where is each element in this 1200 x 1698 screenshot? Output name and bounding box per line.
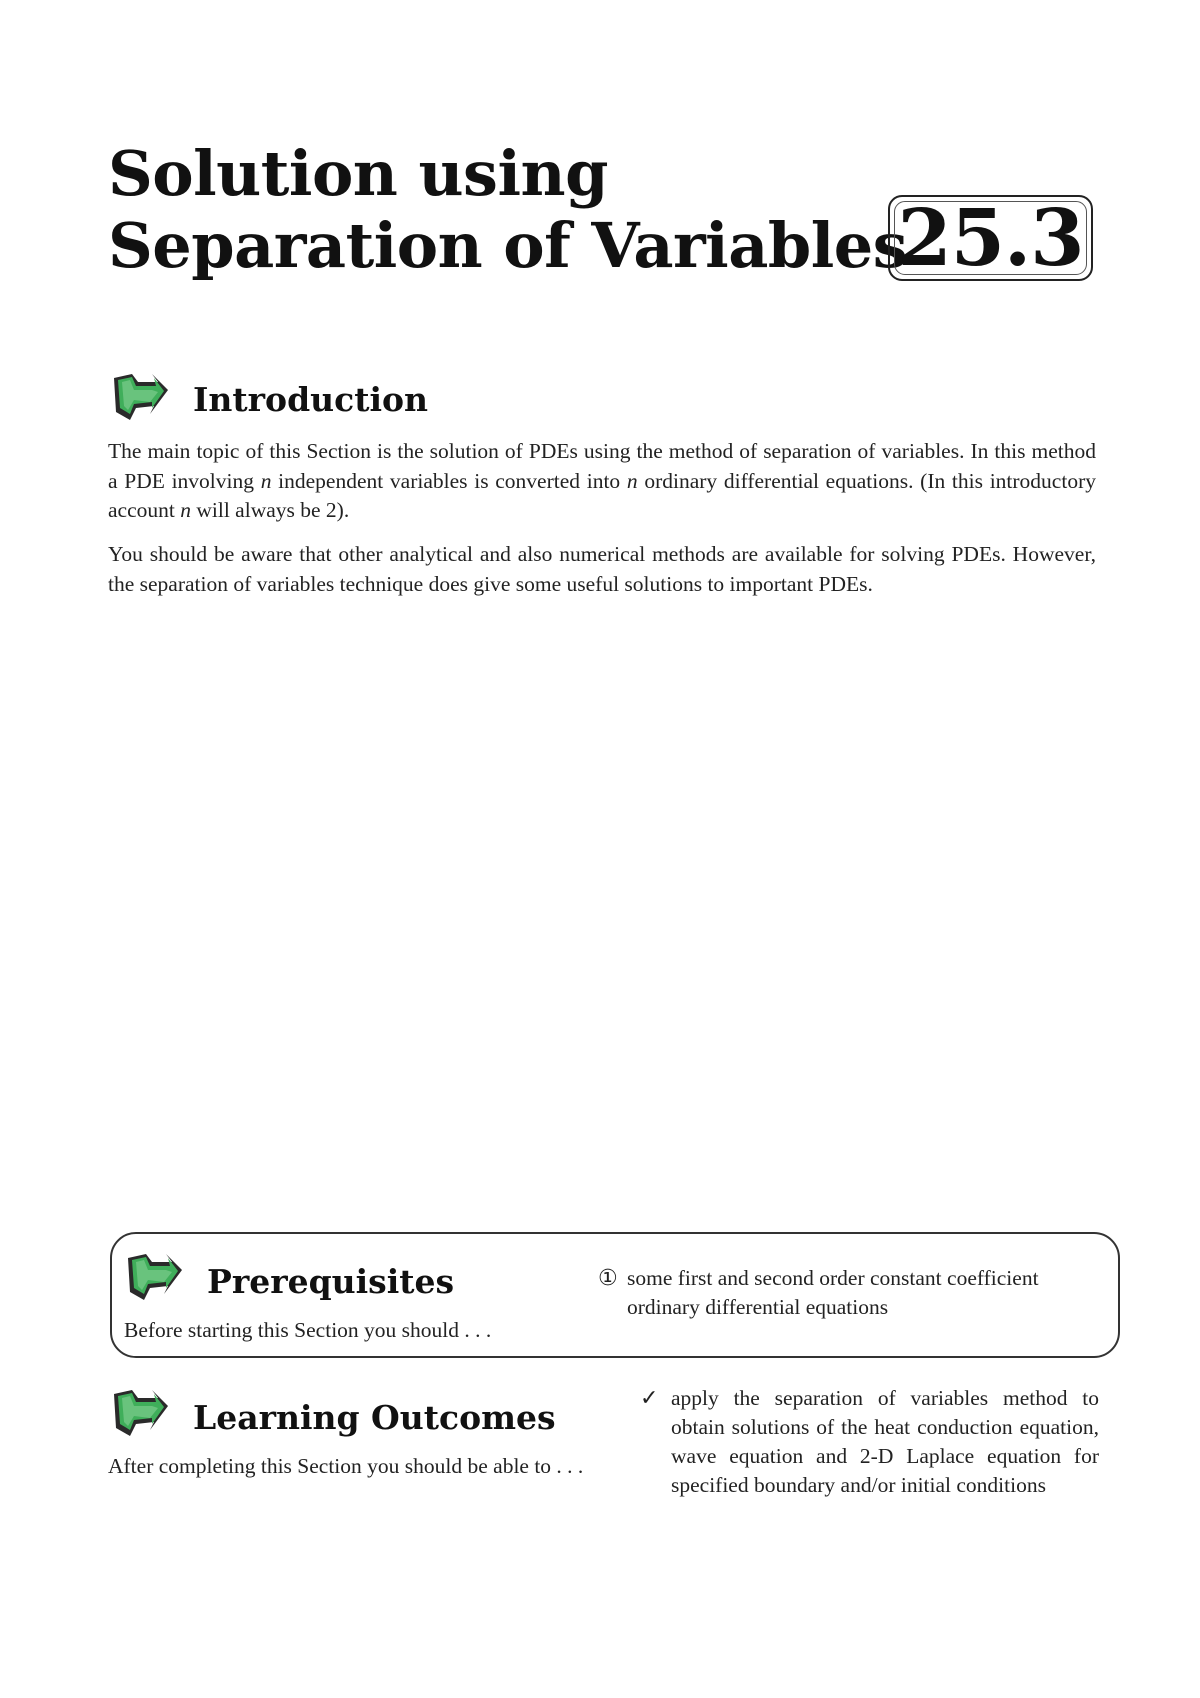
prerequisite-item-marker: ① <box>598 1266 618 1291</box>
introduction-paragraph-2: You should be aware that other analytical and also numerical methods are available for solving PDEs. However, the separation of variables technique does give some useful solutions to important PDEs. <box>108 542 1096 596</box>
title-line-2: Separation of Variables <box>108 209 908 282</box>
introduction-paragraph-1: The main topic of this Section is the solution of PDEs using the method of separation of variables. In this method a PDE involving n independent variables is converted into n ordinary differential equations. (In this introductory account n will always be 2). <box>108 439 1096 522</box>
prerequisites-heading: Prerequisites <box>207 1262 455 1301</box>
arrow-icon <box>108 1384 172 1442</box>
section-number-badge: 25.3 <box>888 195 1093 281</box>
learning-outcomes-lead: After completing this Section you should be able to . . . <box>108 1454 584 1478</box>
learning-outcomes-heading: Learning Outcomes <box>193 1398 556 1437</box>
title-line-1: Solution using <box>108 137 608 210</box>
learning-outcome-item-text: apply the separation of variables method to obtain solutions of the heat conduction equation, wave equation and 2-D Laplace equation for specified boundary and/or initial conditions <box>671 1386 1099 1497</box>
prerequisite-item-text: some first and second order constant coefficient ordinary differential equations <box>627 1266 1039 1319</box>
prerequisites-lead: Before starting this Section you should . . . <box>124 1318 492 1342</box>
arrow-icon <box>122 1248 186 1306</box>
checkmark-icon: ✓ <box>640 1386 659 1411</box>
arrow-icon <box>108 368 172 426</box>
introduction-heading: Introduction <box>193 380 429 419</box>
